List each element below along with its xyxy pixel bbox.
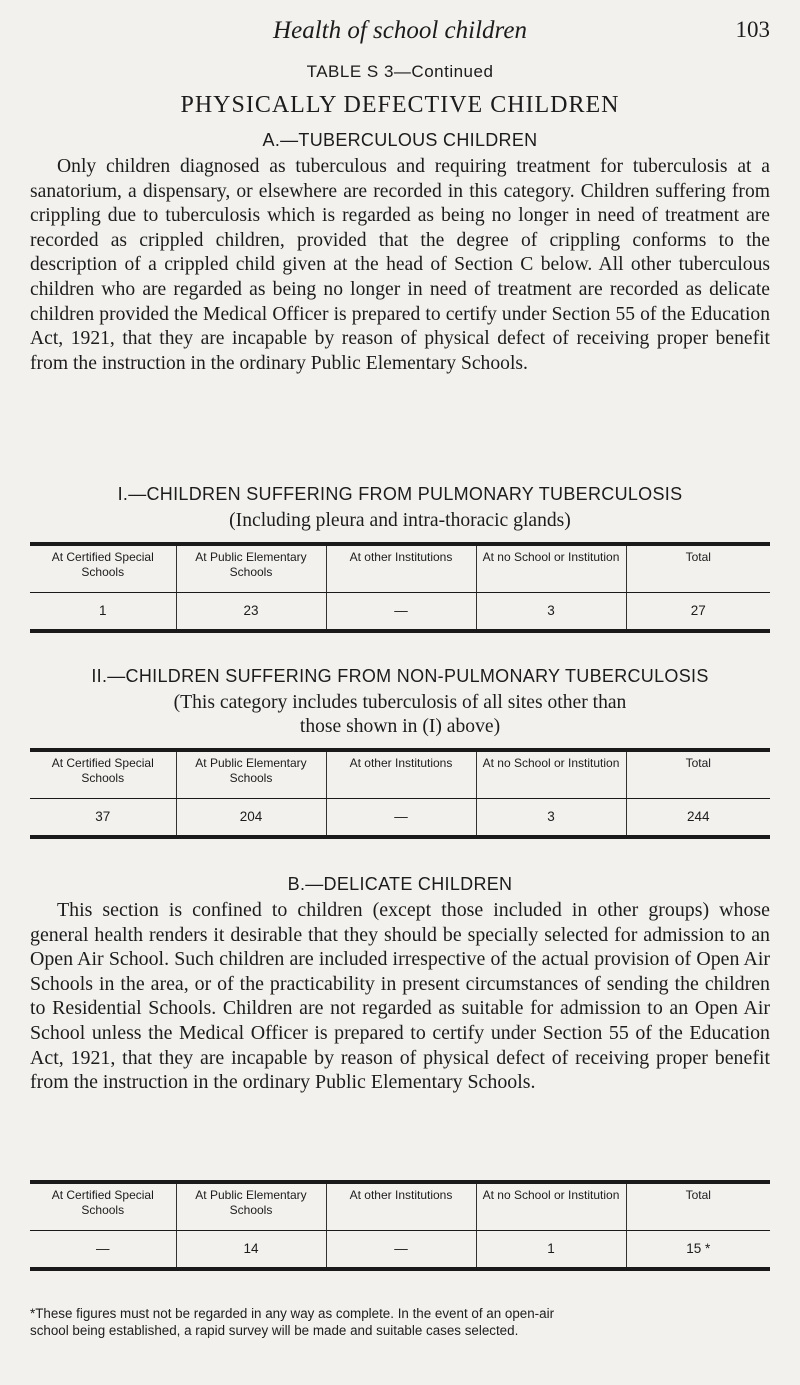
column-header: At other Institutions: [326, 1182, 476, 1231]
main-heading: PHYSICALLY DEFECTIVE CHILDREN: [180, 92, 620, 118]
column-header: At other Institutions: [326, 750, 476, 799]
table-header-row: [30, 1182, 770, 1231]
footnote-line: school being established, a rapid survey will be made and suitable cases selected.: [30, 1323, 519, 1338]
running-head: [30, 17, 770, 47]
section-b-heading: B.—DELICATE CHILDREN: [287, 874, 513, 894]
section-i-heading: I.—CHILDREN SUFFERING FROM PULMONARY TUBERCULOSIS: [117, 484, 683, 504]
column-header: At Public Elementary Schools: [176, 544, 326, 593]
column-header: Total: [626, 544, 770, 593]
column-header: At Certified Special Schools: [30, 750, 176, 799]
table-cell: 204: [176, 799, 326, 838]
pulmonary-tuberculosis-table: [30, 542, 770, 633]
delicate-children-table: [30, 1180, 770, 1271]
non-pulmonary-tuberculosis-table: [30, 748, 770, 839]
table-cell: 3: [476, 799, 626, 838]
column-header: At Public Elementary Schools: [176, 750, 326, 799]
running-head-title: Health of school children: [273, 17, 527, 44]
section-ii-heading: II.—CHILDREN SUFFERING FROM NON-PULMONARY TUBERCULOSIS: [91, 666, 709, 686]
table-continued-label: TABLE S 3—Continued: [306, 62, 494, 81]
section-a-paragraph: Only children diagnosed as tuberculous and requiring treatment for tuberculosis at a sanatorium, a dispensary, or elsewhere are recorded in this category. Children suffering from crippling due to tuberculosis which is regarded as being no longer in need of treatment are recorded as crippled children, provided that the degree of crippling conforms to the description of a crippled child given at the head of Section C below. All other tuberculous children who are regarded as being no longer in need of treatment are recorded as delicate children provided the Medical Officer is prepared to certify under Section 55 of the Education Act, 1921, that they are incapable by reason of physical defect of receiving proper benefit from the instruction in the ordinary Public Elementary Schools.: [30, 156, 770, 374]
table-header-row: [30, 544, 770, 593]
column-header: At no School or Institution: [476, 1182, 626, 1231]
table-cell: —: [326, 1231, 476, 1270]
section-ii-subtitle-line2: those shown in (I) above): [299, 716, 501, 737]
column-header: At other Institutions: [326, 544, 476, 593]
table-cell: —: [326, 593, 476, 632]
table-cell: 1: [98, 603, 107, 618]
table-cell: 1: [476, 1231, 626, 1270]
table-cell: 27: [626, 593, 770, 632]
table-header-row: [30, 750, 770, 799]
section-ii-subtitle-line1: (This category includes tuberculosis of all sites other than: [173, 692, 627, 713]
column-header: At Certified Special Schools: [30, 1182, 176, 1231]
column-header: At Public Elementary Schools: [176, 1182, 326, 1231]
table-cell: 15 *: [626, 1231, 770, 1270]
table-cell: 23: [176, 593, 326, 632]
table-cell: 14: [176, 1231, 326, 1270]
table-row: [30, 799, 770, 838]
section-a-heading: A.—TUBERCULOUS CHILDREN: [262, 130, 538, 150]
table-cell: 244: [626, 799, 770, 838]
column-header: At no School or Institution: [476, 544, 626, 593]
table-row: [30, 1231, 770, 1270]
page-number: 103: [735, 17, 770, 42]
table-cell: —: [96, 1241, 110, 1256]
footnote-line: *These figures must not be regarded in any way as complete. In the event of an open-air: [30, 1306, 555, 1321]
section-b-paragraph: This section is confined to children (except those included in other groups) whose general health renders it desirable that they should be specially selected for admission to an Open Air School. Such children are included irrespective of the actual provision of Open Air Schools in the area, or of the practicability in present circumstances of sending the children to Residential Schools. Children are not regarded as suitable for admission to an Open Air School unless the Medical Officer is prepared to certify under Section 55 of the Education Act, 1921, that they are incapable by reason of physical defect of receiving proper benefit from the instruction in the ordinary Public Elementary Schools.: [30, 899, 770, 1094]
column-header: At Certified Special Schools: [30, 544, 176, 593]
table-cell: —: [326, 799, 476, 838]
column-header: Total: [626, 1182, 770, 1231]
table-cell: 37: [95, 809, 111, 824]
table-cell: 3: [476, 593, 626, 632]
column-header: At no School or Institution: [476, 750, 626, 799]
section-i-subtitle: (Including pleura and intra-thoracic glands): [229, 510, 571, 531]
column-header: Total: [626, 750, 770, 799]
footnote: [30, 1305, 770, 1339]
table-row: [30, 593, 770, 632]
